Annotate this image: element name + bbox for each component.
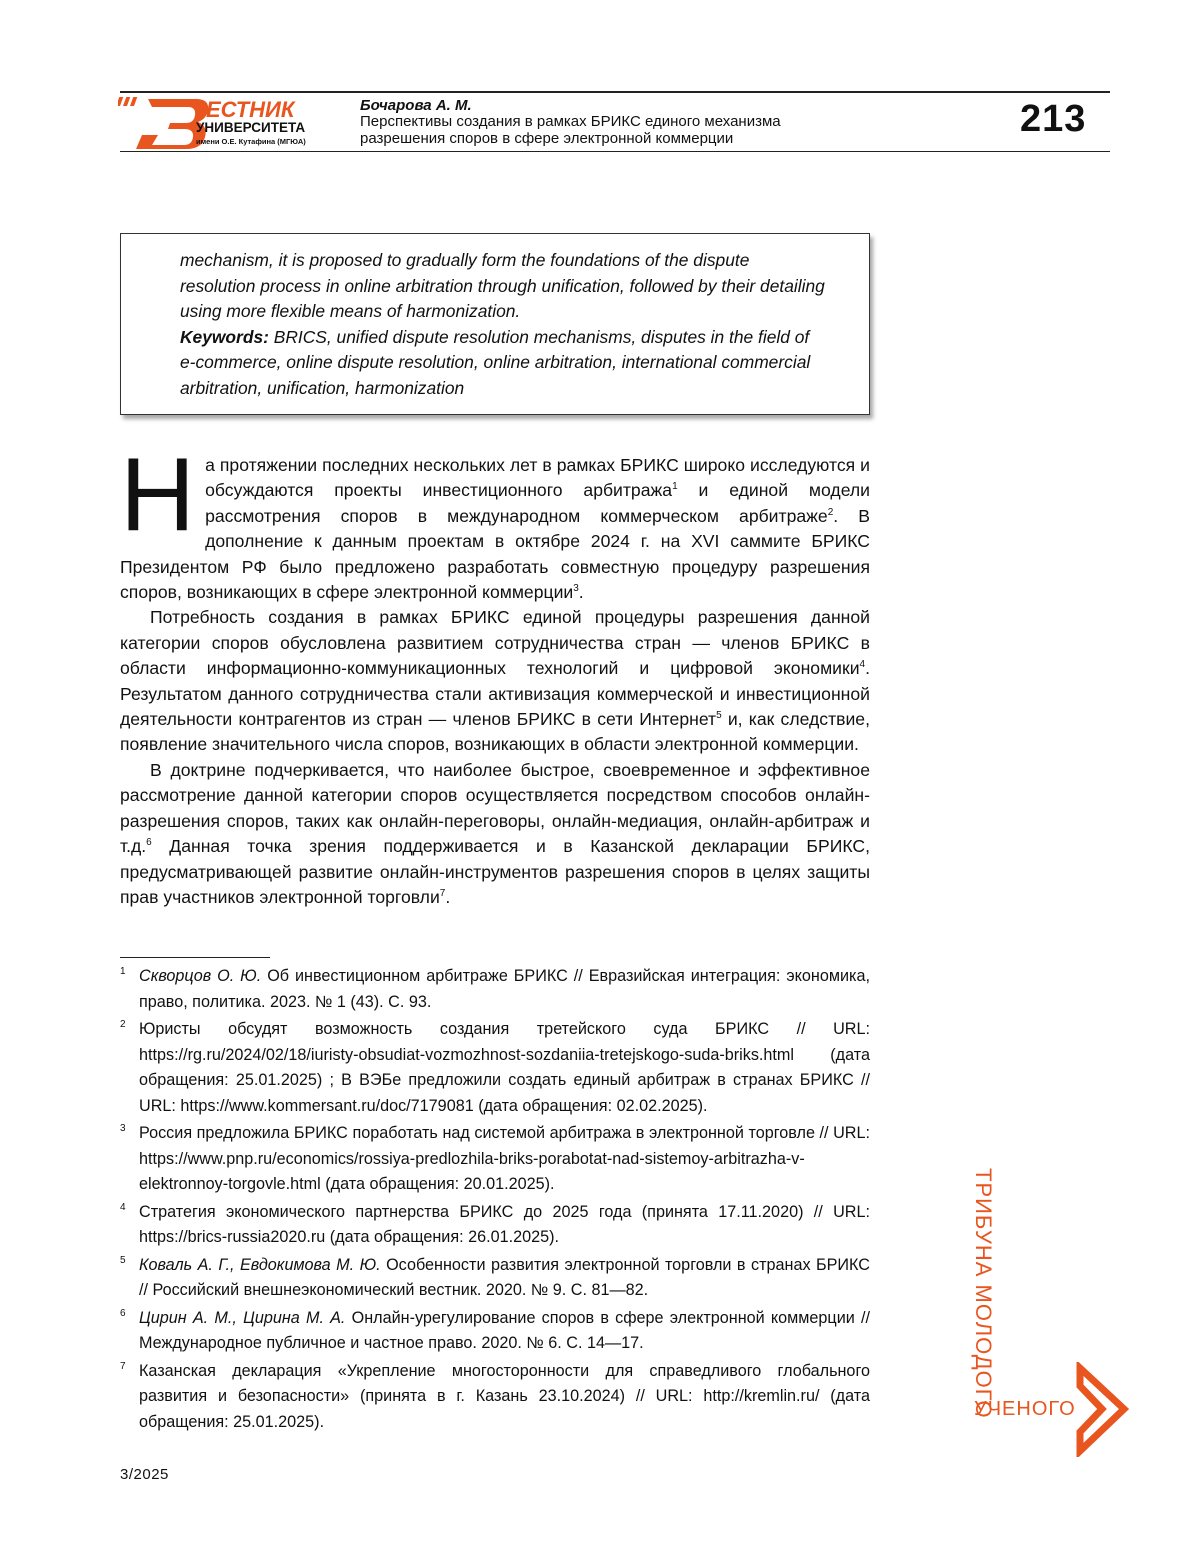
article-body — [120, 453, 870, 910]
section-label-2: УЧЕНОГО — [974, 1398, 1076, 1421]
paragraph-text: . — [579, 582, 584, 602]
footnote-ref[interactable]: 2 — [828, 507, 834, 518]
footnote-item — [120, 1306, 870, 1357]
header-title — [360, 113, 960, 147]
footnote-text: Стратегия экономического партнерства БРИКС до 2025 года (принята 17.11.2020) // URL: https://brics-russia2020.ru (дата обращения: 26.01.2025). — [139, 1203, 870, 1247]
paragraph-text: . Результатом данного сотрудничества стали активизация коммерческой и инвестиционной деятельности контрагентов из стран — членов БРИКС в сети Интернет — [120, 658, 870, 729]
footnote-ref[interactable]: 5 — [716, 710, 722, 721]
paragraph-3 — [120, 758, 870, 910]
footnotes — [120, 964, 870, 1437]
footnote-number: 5 — [120, 1248, 126, 1274]
footnote-author: Цирин А. М., Цирина М. А. — [139, 1309, 345, 1327]
footnote-author: Скворцов О. Ю. — [139, 967, 261, 985]
footnote-text: Онлайн-урегулирование споров в сфере электронной коммерции // Международное публичное и частное право. 2020. № 6. С. 14—17. — [139, 1309, 870, 1353]
header-author: Бочарова А. М. — [360, 97, 472, 114]
footnote-ref[interactable]: 6 — [146, 837, 152, 848]
abstract-box — [120, 233, 870, 415]
footnote-ref[interactable]: 1 — [672, 482, 678, 493]
paragraph-text: . В дополнение к данным проектам в октябре 2024 г. на XVI саммите БРИКС Президентом РФ было предложено разработать совместную процедуру разрешения споров, возникающих в сфере электронной коммерции — [120, 506, 870, 602]
issue-number: 3/2025 — [120, 1466, 169, 1483]
footnote-rule — [120, 957, 270, 958]
footnote-text: Особенности развития электронной торговли в странах БРИКС // Российский внешнеэкономический вестник. 2020. № 9. С. 81—82. — [139, 1256, 870, 1300]
footnote-item — [120, 1359, 870, 1436]
section-label: ТРИБУНА МОЛОДОГО — [970, 1168, 996, 1419]
paragraph-2 — [120, 605, 870, 757]
footnote-number: 3 — [120, 1116, 126, 1142]
logo-subtitle: УНИВЕРСИТЕТА — [196, 120, 305, 135]
paragraph-text: В доктрине подчеркивается, что наиболее быстрое, своевременное и эффективное рассмотрение данной категории споров осуществляется посредством способов онлайн-разрешения споров, таких как онлайн-переговоры, онлайн-медиация, онлайн-арбитраж и т.д. — [120, 760, 870, 856]
arrow-right-icon — [1074, 1362, 1132, 1457]
paragraph-text: и единой модели рассмотрения споров в международном коммерческом арбитраже — [205, 480, 870, 525]
footnote-number: 4 — [120, 1195, 126, 1221]
header-title-line-1: Перспективы создания в рамках БРИКС единого механизма — [360, 113, 960, 130]
footnote-text: Россия предложила БРИКС поработать над системой арбитража в электронной торговле // URL: https://www.pnp.ru/economics/rossiya-predlozhila-briks-porabotat-nad-sistemoy-arbitrazha-v-elektronnoy-torgovle.html (дата обращения: 20.01.2025). — [139, 1124, 870, 1193]
footnote-number: 2 — [120, 1012, 126, 1038]
abstract-text: mechanism, it is proposed to gradually form the foundations of the dispute resolution process in online arbitration through unification, followed by their detailing using more flexible means of harmonization. — [180, 250, 825, 321]
footnote-item — [120, 1253, 870, 1304]
footnote-text: Казанская декларация «Укрепление многосторонности для справедливого глобального развития и безопасности» (принята в г. Казань 23.10.2024) // URL: http://kremlin.ru/ (дата обращения: 25.01.2025). — [139, 1362, 870, 1431]
footnote-number: 6 — [120, 1301, 126, 1327]
footnote-item — [120, 1200, 870, 1251]
drop-cap: Н — [120, 455, 195, 531]
footnote-author: Коваль А. Г., Евдокимова М. Ю. — [139, 1256, 381, 1274]
footnote-number: 7 — [120, 1354, 126, 1380]
footnote-item — [120, 1017, 870, 1119]
footnote-item — [120, 1121, 870, 1198]
logo-word: ЕСТНИК — [206, 97, 296, 122]
footnote-ref[interactable]: 7 — [440, 888, 446, 899]
footnote-ref[interactable]: 3 — [573, 583, 579, 594]
page-number: 213 — [1020, 98, 1086, 141]
logo-subtitle-2: имени О.Е. Кутафина (МГЮА) — [196, 137, 306, 146]
keywords-text: BRICS, unified dispute resolution mechanisms, disputes in the field of e-commerce, online dispute resolution, online arbitration, international commercial arbitration, unification, harmonization — [180, 327, 810, 398]
paragraph-text: Данная точка зрения поддерживается и в Казанской декларации БРИКС, предусматривающей развитие онлайн-инструментов разрешения споров в целях защиты прав участников электронной торговли — [120, 836, 870, 907]
keywords-label: Keywords: — [180, 327, 269, 347]
header-bottom-rule — [120, 151, 1110, 152]
journal-logo — [118, 95, 323, 155]
paragraph-text: а протяжении последних нескольких лет в рамках БРИКС широко исследуются и обсуждаются проекты инвестиционного арбитража — [205, 455, 870, 500]
paragraph-text: Потребность создания в рамках БРИКС единой процедуры разрешения данной категории споров обусловлена развитием сотрудничества стран — членов БРИКС в области информационно-коммуникационных технологий и цифровой экономики — [120, 607, 870, 678]
header-top-rule — [120, 91, 1110, 93]
footnote-number: 1 — [120, 959, 126, 985]
paragraph-text: и, как следствие, появление значительного числа споров, возникающих в области электронной коммерции. — [120, 709, 870, 754]
footnote-text: Об инвестиционном арбитраже БРИКС // Евразийская интеграция: экономика, право, политика. 2023. № 1 (43). С. 93. — [139, 967, 870, 1011]
footnote-item — [120, 964, 870, 1015]
paragraph-1 — [120, 453, 870, 605]
footnote-text: Юристы обсудят возможность создания третейского суда БРИКС // URL: https://rg.ru/2024/02/18/iuristy-obsudiat-vozmozhnost-sozdaniia-tretejskogo-suda-briks.html (дата обращения: 25.01.2025) ; В ВЭБе предложили создать единый арбитраж в странах БРИКС // URL: https://www.kommersant.ru/doc/7179081 (дата обращения: 02.02.2025). — [139, 1020, 870, 1115]
header-title-line-2: разрешения споров в сфере электронной коммерции — [360, 130, 960, 147]
paragraph-text: . — [445, 887, 450, 907]
footnote-ref[interactable]: 4 — [860, 659, 866, 670]
